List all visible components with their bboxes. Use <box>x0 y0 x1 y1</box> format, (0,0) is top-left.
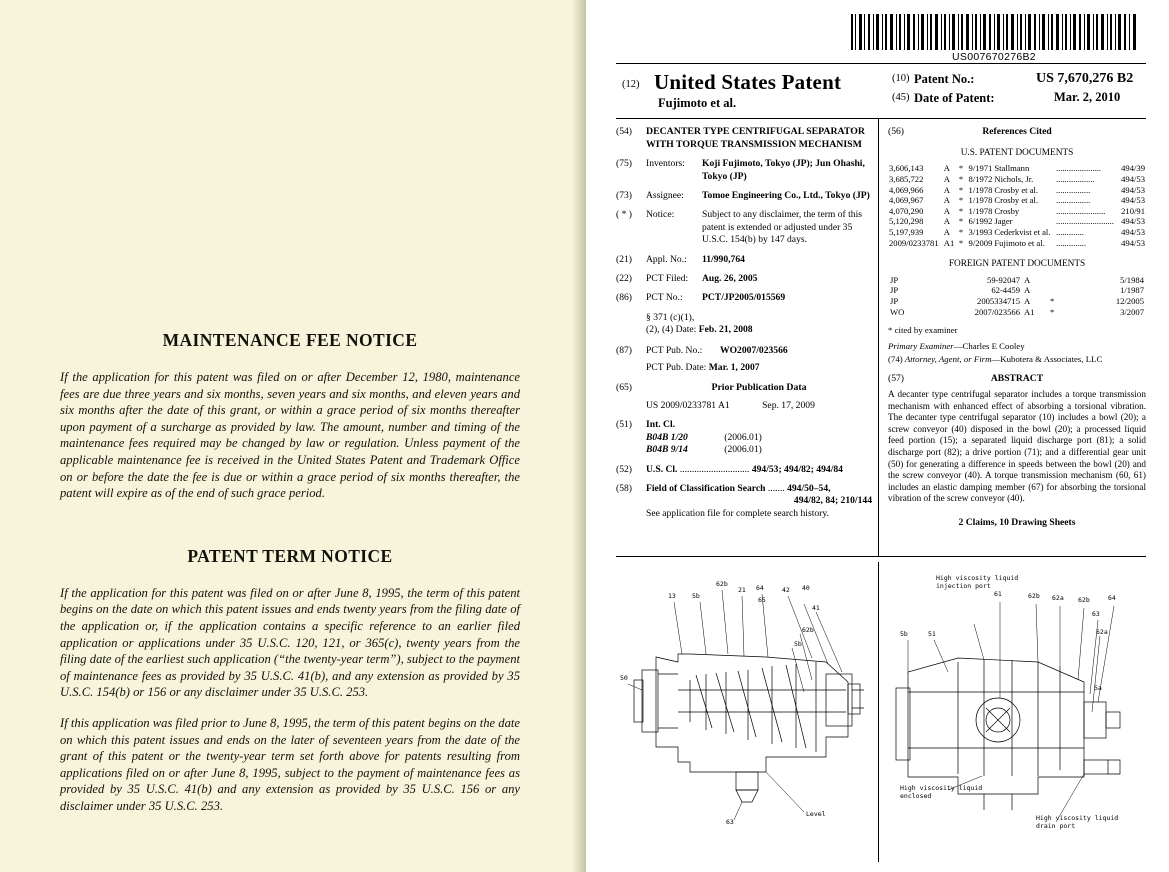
section-371-line-2 <box>646 324 872 336</box>
field-prior-publication <box>616 382 872 412</box>
pct-filed-label: PCT Filed: <box>646 273 689 285</box>
attorney-label: Attorney, Agent, or Firm <box>904 353 992 364</box>
ref-dots: ..................... <box>1055 163 1102 174</box>
notice-label: Notice: <box>646 209 675 221</box>
code-45: (45) <box>892 92 910 103</box>
prior-publication-head: Prior Publication Data <box>711 382 807 394</box>
fig-ref-40: 40 <box>802 584 810 592</box>
ref-star: * <box>958 195 964 206</box>
us-cl-label: U.S. Cl. <box>646 463 678 475</box>
drawing-area <box>616 562 1146 862</box>
fig-ref-62b-2: 62b <box>802 626 814 634</box>
pct-no-value: PCT/JP2005/015569 <box>702 292 786 304</box>
fig-ref-63: 63 <box>726 818 734 826</box>
abstract-title: ABSTRACT <box>990 372 1044 384</box>
ref-number: 5,120,298 <box>889 216 924 227</box>
pct-pub-date-label: PCT Pub. Date: <box>646 362 707 374</box>
fig-ref-62b-r: 62b <box>1028 592 1040 600</box>
int-cl-label: Int. Cl. <box>646 419 676 431</box>
ref-class: 494/53 <box>1121 184 1145 195</box>
ref-star: * <box>958 174 964 184</box>
barcode-number: US007670276B2 <box>952 51 1036 63</box>
primary-examiner-value: Charles E Cooley <box>962 341 1025 352</box>
field-us-cl <box>616 464 872 476</box>
fgn-star: * <box>1050 296 1055 307</box>
table-row <box>888 238 1146 249</box>
fig-ref-65: 65 <box>758 596 766 604</box>
appl-no-body <box>646 254 872 266</box>
fgn-date: 5/1984 <box>1120 274 1144 285</box>
ref-star: * <box>958 216 964 227</box>
fig-ref-5b: 5b <box>692 592 700 600</box>
abstract-header <box>888 373 1146 389</box>
ref-kind: A <box>943 195 950 206</box>
fig-note-injection-2: injection port <box>936 582 991 590</box>
abstract-text: A decanter type centrifugal separator includes a torque transmission mechanism with enhanced effect of absorbing a torsional vibration. The decanter type centrifugal separator (10) includes a bowl (20); a screw conveyor (40) disposed in the bowl (20); a processed liquid feed portion (15); a separated liquid discharge port (81); a solid discharge port (82); a drive portion (71); and a differential gear unit (50) for generating a difference in speeds between the bowl (20) and the screw conveyor (40). A torque transmission mechanism (60, 61) includes an elastic damping member (67) for absorbing the torsional vibration of the screw conveyor (40). <box>888 388 1146 504</box>
ref-star: * <box>958 226 964 237</box>
patent-term-notice-paragraph-2: If this application was filed prior to June 8, 1995, the term of this patent begins on the date on which this patent issues and ends on the later of seventeen years from the date of the grant of this patent or the twenty-year term set forth above for patents resulting from applications filed on or after June 8, 1995, subject to the payment of maintenance fees as provided by 35 U.S.C. 41(b) and any extension as provided by 35 U.S.C. 156 or any disclaimer under 35 U.S.C. 253. <box>60 715 520 813</box>
us-cl-body <box>646 464 872 476</box>
fgn-star <box>1048 275 1062 286</box>
field-code-57: (57) <box>888 372 904 384</box>
fgn-star <box>1048 285 1062 296</box>
table-row <box>888 195 1146 206</box>
ref-kind: A <box>943 205 950 216</box>
table-row <box>888 275 1146 286</box>
ref-kind: A <box>943 216 950 227</box>
invention-title: DECANTER TYPE CENTRIFUGAL SEPARATOR WITH TORQUE TRANSMISSION MECHANISM <box>646 126 865 150</box>
ref-date: 1/1978 <box>968 205 993 216</box>
inventors-label: Inventors: <box>646 158 685 170</box>
ref-name: Crosby <box>994 205 1020 216</box>
field-search-value-2: 494/82, 84; 210/144 <box>793 495 872 507</box>
fig-ref-level: Level <box>806 810 826 818</box>
fgn-kind: A <box>1024 274 1031 285</box>
ref-dots: .............. <box>1055 237 1087 248</box>
field-appl-no <box>616 254 872 266</box>
fig-ref-50: 50 <box>620 674 628 682</box>
patent-number-label: Patent No.: <box>914 72 975 86</box>
prior-publication-date: Sep. 17, 2009 <box>762 399 815 411</box>
ref-kind: A <box>943 184 950 195</box>
cited-by-examiner-note: * cited by examiner <box>888 324 958 335</box>
ref-kind: A <box>943 226 950 237</box>
ref-star: * <box>958 205 964 216</box>
pct-filed-body <box>646 273 872 285</box>
ref-name: Cederkvist et al. <box>994 226 1051 237</box>
prior-publication-number: US 2009/0233781 A1 <box>646 399 730 411</box>
ref-class: 494/53 <box>1121 195 1145 206</box>
barcode-block <box>849 14 1139 63</box>
ref-number: 3,606,143 <box>889 163 924 174</box>
section-371-block <box>646 312 872 337</box>
fig-ref-5a-r: 5a <box>1094 684 1102 692</box>
fgn-date: 12/2005 <box>1115 296 1144 307</box>
field-code-74: (74) <box>888 353 903 364</box>
int-cl-version-2: (2006.01) <box>724 444 762 456</box>
field-code-58: (58) <box>616 482 632 494</box>
ref-name: Fujimoto et al. <box>994 237 1045 248</box>
fig-ref-42: 42 <box>782 586 790 594</box>
ref-name: Crosby et al. <box>994 195 1039 206</box>
us-patent-documents-table <box>888 163 1146 248</box>
rule-bottom <box>616 556 1146 557</box>
field-code-65: (65) <box>616 382 632 394</box>
pct-no-label: PCT No.: <box>646 292 683 304</box>
patent-title-block <box>622 70 1142 114</box>
ref-date: 3/1993 <box>968 226 993 237</box>
field-code-86: (86) <box>616 292 632 304</box>
references-cited-header <box>888 126 1146 140</box>
field-search-note: See application file for complete search history. <box>646 507 829 519</box>
code-12: (12) <box>622 79 640 90</box>
pct-no-body <box>646 292 872 304</box>
ref-date: 9/2009 <box>968 237 993 248</box>
field-search-value-1: 494/50–54, <box>787 482 831 494</box>
ref-dots: ................ <box>1055 195 1091 206</box>
references-cited-title: References Cited <box>982 126 1052 137</box>
int-cl-row-1 <box>646 432 872 444</box>
field-notice <box>616 209 872 246</box>
primary-examiner-line: Primary Examiner—Charles E Cooley <box>888 341 1025 352</box>
ref-kind: A <box>943 163 950 174</box>
fig-ref-61: 61 <box>994 590 1002 598</box>
fgn-date: 1/1987 <box>1120 285 1144 296</box>
code-10: (10) <box>892 73 910 84</box>
ref-dots: ................ <box>1055 184 1091 195</box>
ref-number: 3,685,722 <box>889 174 924 184</box>
date-of-patent-value: Mar. 2, 2010 <box>1054 90 1121 104</box>
maintenance-fee-notice-body: If the application for this patent was filed on or after December 12, 1980, maintenance fees are due three years and six months, seven years and six months, and eleven years and six months after the date of this grant, or within a grace period of six months thereafter upon payment of a surcharge as provided by law. The amount, number and timing of the maintenance fees required may be changed by law or regulation. Unless payment of the applicable maintenance fee is received in the United States Patent and Trademark Office on or before the date the fee is due or within a grace period of six months thereafter, the patent will expire as of the end of such grace period. <box>60 370 520 501</box>
appl-no-label: Appl. No.: <box>646 253 687 265</box>
patent-number-value: US 7,670,276 B2 <box>1036 71 1134 86</box>
field-code-56: (56) <box>888 126 904 137</box>
table-row <box>888 285 1146 296</box>
ref-class: 494/53 <box>1121 226 1145 237</box>
fgn-country: JP <box>890 285 899 296</box>
fgn-kind: A <box>1024 285 1031 296</box>
column-divider <box>878 118 879 556</box>
attorney-value: Kubotera & Associates, LLC <box>1000 353 1103 364</box>
section-371-date-label: (2), (4) Date: <box>646 324 697 336</box>
ref-number: 5,197,939 <box>889 226 924 237</box>
prior-publication-row <box>646 400 872 412</box>
fgn-number: 2007/023566 <box>974 306 1020 317</box>
ref-name: Nichols, Jr. <box>994 174 1034 184</box>
table-row <box>888 307 1146 318</box>
attorney-line: (74) Attorney, Agent, or Firm—Kubotera & Associates, LLC <box>888 353 1103 364</box>
pct-pub-value: WO2007/023566 <box>720 344 788 356</box>
ref-number: 2009/0233781 <box>889 237 939 248</box>
appl-no-value: 11/990,764 <box>702 253 745 265</box>
ref-kind: A1 <box>943 237 955 248</box>
pct-pub-body <box>646 345 872 357</box>
barcode-image <box>849 14 1139 50</box>
ref-class: 494/53 <box>1121 174 1145 184</box>
ref-name: Stallmann <box>994 163 1030 174</box>
ref-kind: A <box>943 174 950 184</box>
claims-and-sheets-line: 2 Claims, 10 Drawing Sheets <box>958 516 1076 528</box>
primary-examiner-label: Primary Examiner <box>888 341 954 352</box>
table-row <box>888 216 1146 227</box>
ref-star: * <box>958 163 964 174</box>
ref-dots: ............. <box>1055 226 1084 237</box>
ref-dots: .................. <box>1055 174 1095 184</box>
rule-middle <box>616 118 1146 119</box>
fig-note-drain-1: High viscosity liquid <box>1036 814 1119 822</box>
pct-pub-date-block <box>646 362 872 374</box>
assignee-body <box>646 190 872 202</box>
patent-page <box>586 0 1169 872</box>
field-search-body <box>646 483 872 520</box>
field-search <box>616 483 872 520</box>
pct-filed-value: Aug. 26, 2005 <box>702 273 758 285</box>
ref-class: 494/53 <box>1121 216 1145 227</box>
fgn-star: * <box>1050 306 1055 317</box>
notice-value: Subject to any disclaimer, the term of this patent is extended or adjusted under 35 U.S.C. 154(b) by 147 days. <box>702 209 863 246</box>
ref-star: * <box>958 184 964 195</box>
field-pct-no <box>616 292 872 304</box>
field-code-87: (87) <box>616 344 632 356</box>
field-int-cl <box>616 419 872 456</box>
table-row <box>888 163 1146 174</box>
int-cl-row-2 <box>646 444 872 456</box>
bibliographic-left-column <box>616 126 872 527</box>
fig-note-enclosed-1: High viscosity liquid <box>900 784 983 792</box>
foreign-documents-head: FOREIGN PATENT DOCUMENTS <box>948 259 1086 270</box>
fig-ref-41: 41 <box>812 604 820 612</box>
ref-date: 1/1978 <box>968 195 993 206</box>
field-code-22: (22) <box>616 273 632 285</box>
ref-date: 6/1992 <box>968 216 993 227</box>
ref-number: 4,069,967 <box>889 195 924 206</box>
ref-class: 494/39 <box>1121 163 1145 174</box>
fig-note-enclosed-2: enclosed <box>900 792 932 800</box>
fig-ref-62b-r2: 62b <box>1078 596 1090 604</box>
fgn-date: 3/2007 <box>1120 306 1144 317</box>
fgn-country: JP <box>890 274 899 285</box>
ref-date: 9/1971 <box>968 163 993 174</box>
fig-ref-64: 64 <box>756 584 764 592</box>
field-pct-pub <box>616 345 872 357</box>
fgn-country: JP <box>890 296 899 307</box>
us-patent-documents-head: U.S. PATENT DOCUMENTS <box>960 148 1074 158</box>
ref-class: 210/91 <box>1121 205 1145 216</box>
fig-ref-62a-r: 62a <box>1052 594 1064 602</box>
ref-class: 494/53 <box>1121 237 1145 248</box>
field-title <box>616 126 872 151</box>
field-search-label: Field of Classification Search <box>646 482 766 494</box>
bibliographic-right-column <box>888 126 1146 529</box>
ref-star: * <box>958 237 964 248</box>
section-371-line-1: § 371 (c)(1), <box>646 311 695 323</box>
section-371-date-value: Feb. 21, 2008 <box>698 324 753 336</box>
fgn-country: WO <box>890 306 905 317</box>
inventors-value: Koji Fujimoto, Tokyo (JP); Jun Ohashi, Tokyo (JP) <box>702 158 865 182</box>
fig-ref-21: 21 <box>738 586 746 594</box>
field-pct-filed <box>616 273 872 285</box>
field-code-54: (54) <box>616 126 632 137</box>
assignee-label: Assignee: <box>646 190 684 201</box>
ref-number: 4,070,290 <box>889 205 924 216</box>
field-code-21: (21) <box>616 253 632 265</box>
ref-date: 8/1972 <box>968 174 993 184</box>
fgn-kind: A1 <box>1024 306 1035 317</box>
table-row <box>888 206 1146 217</box>
fig-note-drain-2: drain port <box>1036 822 1076 830</box>
assignee-value: Tomoe Engineering Co., Ltd., Tokyo (JP) <box>702 190 870 201</box>
fig-ref-5b-2: 5b <box>794 640 802 648</box>
int-cl-class-1: B04B 1/20 <box>646 431 688 443</box>
pct-pub-label: PCT Pub. No.: <box>646 344 703 356</box>
fig-ref-63-r: 63 <box>1092 610 1100 618</box>
ref-name: Crosby et al. <box>994 184 1039 195</box>
fgn-number: 59-92047 <box>987 274 1020 285</box>
int-cl-body <box>646 419 872 456</box>
figure-left-cross-section <box>616 562 874 862</box>
fig-ref-62a-r2: 62a <box>1096 628 1108 636</box>
inventors-body <box>646 158 872 183</box>
ref-dots: ....................... <box>1055 205 1106 216</box>
fig-ref-64-r: 64 <box>1108 594 1116 602</box>
foreign-patent-documents-table <box>888 275 1146 318</box>
fig-ref-62b: 62b <box>716 580 728 588</box>
office-name: United States Patent <box>654 70 842 94</box>
inventor-short-name: Fujimoto et al. <box>658 96 737 110</box>
maintenance-fee-notice-title: MAINTENANCE FEE NOTICE <box>162 330 418 350</box>
field-code-51: (51) <box>616 419 632 431</box>
field-search-dots: ....... <box>767 482 788 494</box>
notice-container <box>60 330 520 828</box>
us-cl-value: 494/53; 494/82; 494/84 <box>751 463 843 475</box>
table-row <box>888 296 1146 307</box>
figure-right-detail <box>888 562 1146 862</box>
rule-top <box>616 63 1146 64</box>
fgn-number: 2005334715 <box>977 296 1020 307</box>
ref-name: Jager <box>994 216 1013 227</box>
field-assignee <box>616 190 872 202</box>
patent-term-notice-title: PATENT TERM NOTICE <box>187 545 393 566</box>
patent-term-notice-paragraph-1: If the application for this patent was filed on or after June 8, 1995, the term of this patent begins on the date on which this patent issues and ends twenty years from the filing date of the application or, if the application contains a specific reference to an earlier filed application or applications under 35 U.S.C. 120, 121, or 365(c), twenty years from the filing date of the earliest such application (“the twenty-year term”), subject to the payment of maintenance fees as provided by 35 U.S.C. 41(b), and any extension as provided by 35 U.S.C. 154(b) or 156 or any disclaimer under 35 U.S.C. 253. <box>60 585 520 700</box>
ref-number: 4,069,966 <box>889 184 924 195</box>
field-code-52: (52) <box>616 463 632 475</box>
ref-dots: ........................... <box>1055 216 1114 227</box>
us-cl-dots: ............................. <box>679 463 752 475</box>
prior-publication-body <box>646 382 872 412</box>
fgn-kind: A <box>1024 296 1031 307</box>
fig-ref-13: 13 <box>668 592 676 600</box>
field-code-73: (73) <box>616 190 632 201</box>
table-row <box>888 227 1146 238</box>
fig-ref-5b-r: 5b <box>900 630 908 638</box>
int-cl-version-1: (2006.01) <box>724 431 762 443</box>
pct-pub-date-value: Mar. 1, 2007 <box>708 362 760 374</box>
field-code-75: (75) <box>616 158 632 170</box>
notice-body <box>646 209 872 246</box>
table-row <box>888 185 1146 196</box>
table-row <box>888 174 1146 185</box>
field-code-star: ( * ) <box>616 209 632 221</box>
fig-ref-51-r: 51 <box>928 630 936 638</box>
field-inventors <box>616 158 872 183</box>
int-cl-class-2: B04B 9/14 <box>646 444 688 456</box>
fig-note-injection-1: High viscosity liquid <box>936 574 1019 582</box>
fgn-number: 62-4459 <box>991 285 1020 296</box>
date-of-patent-label: Date of Patent: <box>914 91 995 105</box>
ref-date: 1/1978 <box>968 184 993 195</box>
